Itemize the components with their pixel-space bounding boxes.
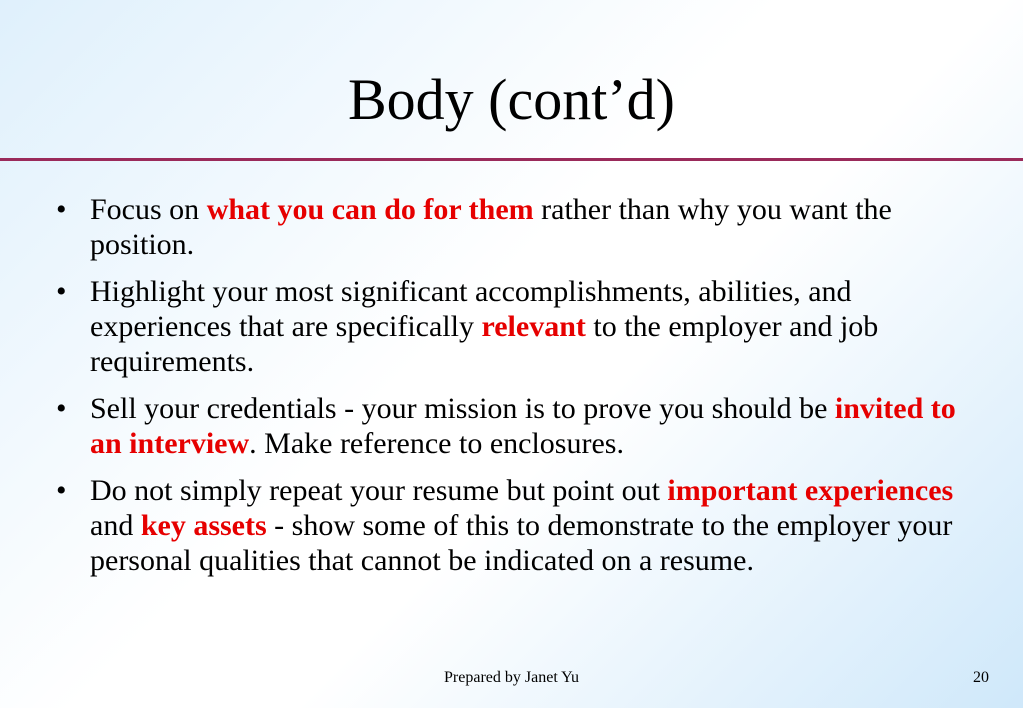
- title-divider: [0, 158, 1023, 161]
- bullet-text: . Make reference to enclosures.: [249, 427, 624, 460]
- bullet-item: [52, 391, 972, 461]
- bullet-icon: •: [56, 193, 67, 226]
- bullet-icon: •: [56, 275, 67, 308]
- slide-title: Body (cont’d): [348, 67, 675, 132]
- bullet-text: Do not simply repeat your resume but point out: [90, 474, 668, 507]
- bullet-item: [52, 473, 972, 578]
- bullet-item: [52, 192, 972, 262]
- bullet-text: Focus on: [90, 193, 207, 226]
- bullet-icon: •: [56, 392, 67, 425]
- bullet-text: and: [90, 509, 141, 542]
- bullet-text: Sell your credentials - your mission is to prove you should be: [90, 392, 835, 425]
- bullet-list: [52, 192, 972, 590]
- emphasis-text: important experiences: [667, 474, 954, 507]
- slide-footer: Prepared by Janet Yu: [444, 669, 579, 686]
- bullet-text: - show some of this to demonstrate to the employer your personal qualities that cannot be indicated on a resume.: [90, 509, 953, 577]
- emphasis-text: what you can do for them: [206, 193, 534, 226]
- bullet-text: Highlight your most significant accomplishments, abilities, and experiences that are specifically: [90, 275, 852, 343]
- bullet-item: [52, 274, 972, 379]
- bullet-icon: •: [56, 474, 67, 507]
- emphasis-text: invited to an interview: [90, 392, 956, 460]
- emphasis-text: relevant: [481, 310, 586, 343]
- bullet-text: rather than why you want the position.: [90, 193, 892, 261]
- page-number: 20: [973, 669, 989, 686]
- bullet-text: to the employer and job requirements.: [90, 310, 879, 378]
- emphasis-text: key assets: [140, 509, 267, 542]
